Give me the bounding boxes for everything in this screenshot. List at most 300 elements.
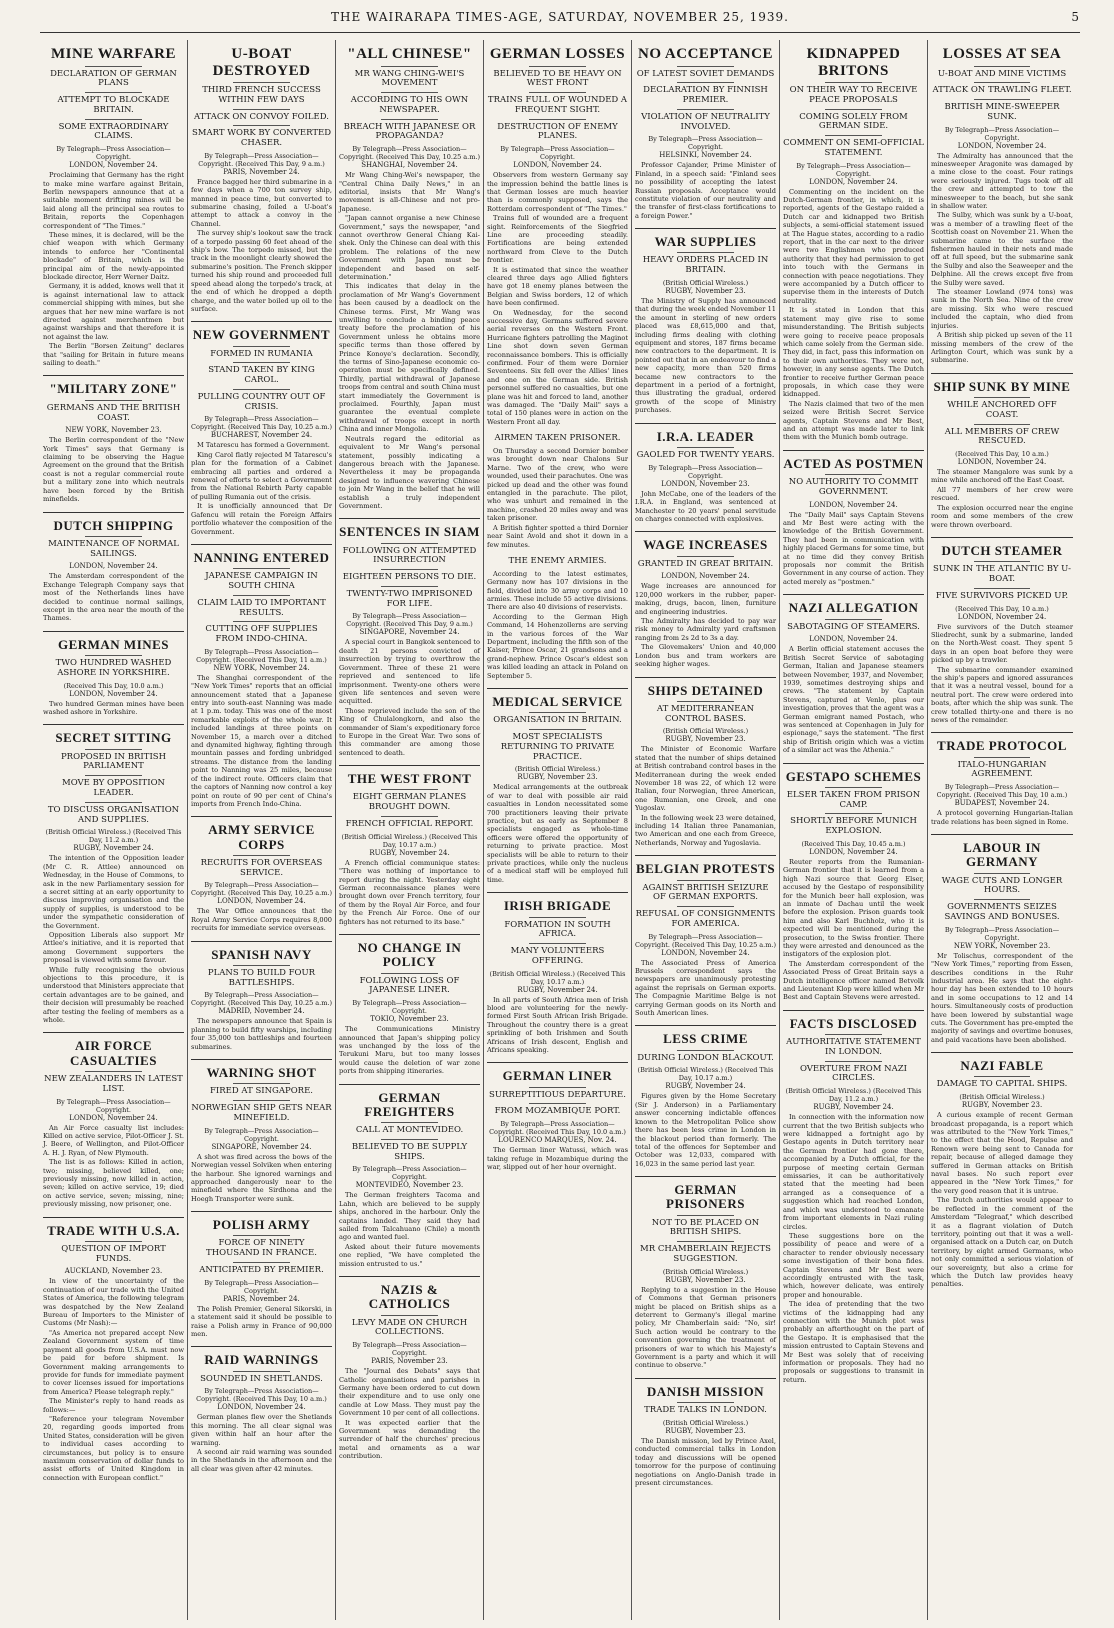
- article: [635, 1176, 776, 1370]
- paragraph: On Wednesday, for the second successive day, Germans suffered severe aerial reverses on the Western Front. Hurricane fighters patrolling the Maginot Line shot down seven German reconnaissance bombers. This is officially confirmed. Four of them were Dornier Seventeens. Six fell over the Allies' lines and one on the German side. British personnel suffered no casualties, but one plane was hit and forced to land, another was damaged. The "Daily Mail" says a total of 150 planes were in action on the Western Front all day.: [487, 308, 628, 426]
- dateline: PARIS, November 24.: [223, 1294, 300, 1303]
- byline: (Received This Day, 10.45 a.m.): [801, 839, 906, 848]
- article: [783, 594, 924, 754]
- dateline: RUGBY, November 23.: [665, 287, 746, 295]
- deck-rule: [677, 447, 733, 448]
- deck-rule: [677, 906, 733, 907]
- subheading: BELIEVED TO BE SUPPLY SHIPS.: [351, 1141, 468, 1162]
- article-body: [339, 859, 480, 926]
- dateline: MONTEVIDEO, November 23.: [355, 1181, 464, 1190]
- article-separator: [635, 1176, 776, 1177]
- paragraph: "Reference your telegram November 20, regarding goods imported from United States, consideration will be given to individual cases according to circumstances, but policy is to ensure maximum conservation of dollar funds to assist efforts of United Kingdom in connection with European conflict.": [43, 1414, 184, 1482]
- subheading: DECLARATION OF GERMAN PLANS: [50, 68, 177, 89]
- article-separator: [191, 941, 332, 942]
- dateline: RUGBY, November 24.: [369, 848, 450, 857]
- paragraph: The "Daily Mail" says Captain Stevens and Mr Best were acting with the knowledge of the British Government. They had been in communication with highly placed Germans for some time, but at no time did they convey British proposals nor commit the British Government in any course of action. They acted merely as "postmen.": [783, 510, 924, 586]
- paragraph: According to the latest estimates, Germany now has 107 divisions in the field, divided into 30 army corps and 10 armies. These include 55 active divisions. There are also 40 divisions of reservists.: [487, 569, 628, 612]
- headline: GESTAPO SCHEMES: [785, 768, 922, 784]
- deck-rule: [85, 66, 141, 67]
- subheading: PROPOSED IN BRITISH PARLIAMENT: [60, 751, 167, 772]
- subheading: THIRD FRENCH SUCCESS WITHIN FEW DAYS: [202, 85, 321, 105]
- dateline: RUGBY, November 23.: [961, 1101, 1043, 1110]
- subheading: AIRMEN TAKEN PRISONER.: [494, 433, 621, 444]
- deck-rule: [974, 561, 1031, 562]
- paragraph: In all parts of South Africa men of Irish blood are volunteering for the newly-formed First South African Irish Brigade. Throughout the country there is a great sprinkling of both Irishmen and South Africans of Irish descent, English and Africans speaking.: [487, 995, 628, 1054]
- article-separator: [339, 1084, 480, 1085]
- deck-rule: [233, 855, 289, 856]
- paragraph: The Amsterdam correspondent of the Associated Press of Great Britain says a Dutch intelligence officer named Betvolk and Lieutenant Klop were killed when Mr Best and Captain Stevens were arrested.: [783, 959, 924, 1002]
- article: [339, 1084, 480, 1269]
- subheading: GAOLED FOR TWENTY YEARS.: [636, 449, 775, 460]
- article: [43, 46, 184, 367]
- headline: RAID WARNINGS: [204, 1352, 319, 1368]
- deck-rule: [233, 1235, 289, 1236]
- deck-rule: [825, 813, 881, 814]
- subheading: OVERTURE FROM NAZI CIRCLES.: [799, 1063, 908, 1084]
- paragraph: In connection with the information now current that the two British subjects who were kidnapped a fortnight ago by Gestapo agents in Dutch territory near the German frontier had gone there, accompanied by a Dutch official, for the purpose of meeting certain German emissaries, it can be authoritatively stated that the meeting had been arranged as a consequence of a suggestion which had reached London, and which was understood to emanate from important elements in Nazi ruling circles.: [783, 1113, 924, 1231]
- byline: (British Official Wireless.): [662, 1267, 749, 1276]
- deck-rule: [381, 66, 437, 67]
- headline: KIDNAPPED BRITONS: [806, 46, 901, 79]
- deck-rule: [677, 556, 733, 557]
- article-body: [635, 582, 776, 668]
- article: [43, 724, 184, 1024]
- article-separator: [931, 537, 1073, 538]
- subheading: ATTACK ON TRAWLING FLEET.: [932, 85, 1072, 96]
- headline: GERMAN LINER: [502, 1068, 613, 1084]
- paragraph: King Carol flatly rejected M Tatarescu's plan for the formation of a Cabinet embracing all parties and ordered a renewal of efforts to select a Government from the National Rebirth Party capable of pulling Rumania out of the crisis.: [191, 450, 332, 501]
- dateline: RUGBY, November 23.: [665, 1275, 746, 1284]
- article: [191, 544, 332, 808]
- article-body: [783, 858, 924, 1002]
- paragraph: It is stated in London that this statement may give rise to some misunderstanding. The British subjects were going to receive peace proposals which came solely from the German side. They did, in fact, pass this information on to their own authorities. They were not, however, in any sense agents. The Dutch frontier to receive further German peace proposals, in which case they were kidnapped.: [783, 306, 924, 399]
- deck-rule: [381, 1139, 437, 1140]
- headline: DUTCH STEAMER: [941, 542, 1063, 558]
- paragraph: A shot was fired across the bows of the Norwegian vessel Solviken when entering the harbour. She ignored warnings and approached dangerously near to the minefield where the Sirdhona and the Hoegh Transporter were sunk.: [191, 1152, 332, 1203]
- article: [43, 512, 184, 623]
- headline: NAZIS & CATHOLICS: [368, 1282, 451, 1312]
- deck-rule: [529, 943, 585, 944]
- article-body: [635, 1092, 776, 1168]
- paragraph: France bagged her third submarine in a few days when a 700 ton survey ship, manned in peace time, but converted to submarine chasing, foiled a U-boat's attempt to attack a convoy in the Channel.: [191, 177, 332, 228]
- byline: (British Official Wireless.): [959, 1093, 1045, 1102]
- subheading: TRADE TALKS IN LONDON.: [644, 1405, 767, 1416]
- article-body: [191, 178, 332, 314]
- article-body: [635, 1286, 776, 1370]
- article-separator: [191, 1059, 332, 1060]
- paragraph: The steamer Mangalore was sunk by a mine while anchored off the East Coast.: [931, 468, 1073, 485]
- article-body: [931, 952, 1073, 1044]
- byline: By Telegraph—Press Association—Copyright.: [944, 925, 1060, 942]
- article: [783, 1010, 924, 1384]
- headline: DUTCH SHIPPING: [53, 517, 174, 533]
- subheading: GRANTED IN GREAT BRITAIN.: [637, 558, 774, 569]
- byline: By Telegraph—Press Association—Copyright. (Received This Day, 10.0 a.m.): [489, 1120, 626, 1137]
- headline: GERMAN PRISONERS: [666, 1182, 745, 1212]
- article-body: [783, 511, 924, 587]
- deck-rule: [381, 119, 437, 120]
- article-separator: [635, 228, 776, 229]
- paragraph: Germany, it is added, knows well that it is against international law to attack commercial shipping with mines, but she argues that her new mine warfare is not directed against merchantmen but against warships and that therefore it is not against the law.: [43, 282, 184, 341]
- deck-rule: [825, 1034, 881, 1035]
- column-3: [336, 40, 484, 1620]
- headline: GERMAN LOSSES: [489, 46, 626, 62]
- article-body: [339, 1367, 480, 1460]
- deck-rule: [381, 1122, 437, 1123]
- article-separator: [931, 1052, 1073, 1053]
- byline: By Telegraph—Press Association—Copyright.: [56, 1097, 171, 1114]
- subheading: SABOTAGING OF STEAMERS.: [787, 621, 920, 632]
- dateline: SINGAPORE, November 24.: [359, 628, 460, 637]
- article-body: [487, 1146, 628, 1171]
- paragraph: On Thursday a second Dornier bomber was brought down near Chalons Sur Marne. Two of the crew, who were wounded, used their parachutes. One was picked up dead and the other was found entangled in the parachute. The pilot, who was unhurt and remained in the machine, crashed 20 miles away and was taken prisoner.: [487, 447, 628, 523]
- deck-rule: [233, 621, 289, 622]
- paragraph: This indicates that delay in the proclamation of Mr Wang's Government has been caused by a deadlock on the Chinese terms. First, Mr Wang was unwilling to conclude a binding peace treaty before the proclamation of his Government unless he obtains more specific terms than those offered by Prince Konoye's declaration. Secondly, the terms of Sino-Japanese economic co-operation must be specifically defined. Thirdly, partial withdrawal of Japanese troops from central and south China must start immediately the Government is proclaimed. Fourthly, Japan must guarantee the eventual complete withdrawal of troops except in north China and inner Mongolia.: [339, 282, 480, 434]
- byline: By Telegraph—Press Association—Copyright. (Received This Day, 10 a.m.): [196, 1387, 327, 1404]
- subheading: TWO HUNDRED WASHED ASHORE IN YORKSHIRE.: [55, 658, 172, 678]
- article: [931, 537, 1073, 724]
- paragraph: A Berlin official statement accuses the British Secret Service of sabotaging German, Italian and Japanese steamers between November, 1937, and November, 1939, sometimes destroying ships and crews. "The statement by Captain Stevens, captured at Venlo, plus our investigation, proves that the agent was a German emigrant named Postach, who was sentenced at Copenhagen in July for espionage," says the statement. "The first ship of British origin which was a victim of a similar act was the Athenia.": [783, 645, 924, 755]
- article: [191, 816, 332, 932]
- headline: NEW GOVERNMENT: [192, 327, 331, 343]
- byline: (British Official Wireless.): [662, 727, 749, 736]
- subheading: PULLING COUNTRY OUT OF CRISIS.: [197, 391, 326, 412]
- deck-rule: [974, 1076, 1031, 1077]
- article-body: [487, 570, 628, 680]
- deck-rule: [381, 586, 437, 587]
- article-body: [783, 188, 924, 442]
- deck-rule: [677, 82, 733, 83]
- article-separator: [487, 688, 628, 689]
- deck-rule: [85, 400, 141, 401]
- byline: (British Official Wireless.): [662, 279, 749, 287]
- paragraph: The submarine commander examined the ship's papers and ignored assurances that it was a neutral vessel, bound for a neutral port. The crew were ordered into boats, after which the ship was sunk. The crew totalled thirty-one and there is no news of the remainder.: [931, 665, 1073, 724]
- article-body: [635, 490, 776, 524]
- deck-rule: [381, 816, 437, 817]
- deck-rule: [974, 397, 1031, 398]
- paragraph: The Danish mission, led by Prince Axel, conducted commercial talks in London today and discussions will be opened tomorrow for the purpose of continuing negotiations on Anglo-Danish trade in present circumstances.: [635, 1436, 776, 1487]
- article-body: [339, 171, 480, 510]
- article-body: [191, 1413, 332, 1473]
- subheading: MOVE BY OPPOSITION LEADER.: [62, 778, 165, 799]
- subheading: TO DISCUSS ORGANISATION AND SUPPLIES.: [47, 804, 180, 825]
- article: [191, 1346, 332, 1473]
- deck-rule: [677, 252, 733, 253]
- headline: LOSSES AT SEA: [942, 46, 1062, 62]
- dateline: LONDON, November 24.: [217, 897, 306, 906]
- byline: (British Official Wireless.) (Received This Day, 10.17 a.m.): [341, 832, 478, 849]
- dateline: LONDON, November 24.: [217, 1403, 306, 1412]
- subheading: SUNK IN THE ATLANTIC BY U-BOAT.: [932, 564, 1072, 584]
- byline: By Telegraph—Press Association—Copyright. (Received This Day, 11 a.m.): [196, 647, 327, 664]
- subheading: GOVERNMENTS SEIZES SAVINGS AND BONUSES.: [944, 902, 1060, 922]
- paragraph: Trains full of wounded are a frequent sight. Reinforcements of the Siegfried Line are proceeding steadily. Fortifications are being extended northward from Cleve to the Dutch frontier.: [487, 214, 628, 265]
- byline: By Telegraph—Press Association—Copyright.: [352, 1165, 467, 1182]
- article-body: [635, 959, 776, 1018]
- deck-rule: [677, 701, 733, 702]
- subheading: JAPANESE CAMPAIGN IN SOUTH CHINA: [205, 571, 318, 591]
- byline: By Telegraph—Press Association—Copyright.: [204, 1126, 319, 1143]
- article-separator: [635, 677, 776, 678]
- article-separator: [783, 594, 924, 595]
- byline: By Telegraph—Press Association—Copyright.: [56, 145, 171, 162]
- article: [783, 46, 924, 442]
- paragraph: Wage increases are announced for 120,000 workers in the rubber, paper-making, drugs, bacon, linen, furniture and engineering industries.: [635, 582, 776, 616]
- paragraph: Reuter reports from the Rumanian-German frontier that it is learned from a high Nazi source that Georg Elser, accused by the Gestapo of responsibility for the Munich beer hall explosion, was an inmate of Dachau until the week before the explosion. Prison guards took him and also Karl Buchholz, who it is expected will be mentioned during the prosecution, to the Swiss frontier. There they were arrested and denounced as the instigators of the explosion plot.: [783, 857, 924, 959]
- article: [191, 321, 332, 536]
- deck-rule: [529, 119, 585, 120]
- deck-rule: [677, 880, 733, 881]
- article-body: [931, 623, 1073, 725]
- deck-rule: [974, 66, 1031, 67]
- subheading: ALL MEMBERS OF CREW RESCUED.: [944, 426, 1060, 447]
- dateline: NEW YORK, November 23.: [65, 426, 162, 435]
- paragraph: German planes flew over the Shetlands this morning. The all clear signal was given within half an hour after the warning.: [191, 1413, 332, 1447]
- deck-rule: [233, 109, 289, 110]
- article: [635, 228, 776, 415]
- deck-rule: [233, 1100, 289, 1101]
- article: [931, 1052, 1073, 1289]
- article: [487, 688, 628, 884]
- byline: (British Official Wireless.): [514, 765, 601, 774]
- deck-rule: [974, 757, 1031, 758]
- headline: THE WEST FRONT: [347, 771, 472, 787]
- article-separator: [487, 1062, 628, 1063]
- column-2: [188, 40, 336, 1620]
- paragraph: The "Journal des Debats" says that Catholic organisations and parishes in Germany have been ordered to cut down their expenditure and to use only one candle at Low Mass. They must pay the Government 10 per cent of all collections.: [339, 1367, 480, 1418]
- article-separator: [635, 855, 776, 856]
- article-body: [487, 171, 628, 426]
- subheading: NEW ZEALANDERS IN LATEST LIST.: [44, 1074, 183, 1094]
- paragraph: The Admiralty has decided to pay war risk money to Admiralty yard craftsmen ranging from 2s 2d to 3s a day.: [635, 617, 776, 642]
- article-separator: [635, 1025, 776, 1026]
- deck-rule: [85, 802, 141, 803]
- paragraph: M Tatarescu has formed a Government.: [197, 441, 330, 450]
- subheading: SHORTLY BEFORE MUNICH EXPLOSION.: [790, 816, 917, 837]
- deck-rule: [381, 789, 437, 790]
- dateline: RUGBY, November 24.: [73, 844, 154, 853]
- deck-rule: [233, 1371, 289, 1372]
- paragraph: A curious example of recent German broadcast propaganda, is a report which was attributed to the "New York Times," to the effect that the Hood, Repulse and Renown were being sent to Canada for repair, because of alleged damage they suffered in German attacks on British naval bases. No such report ever appeared in the "New York Times," for the very good reason that it is untrue.: [931, 1111, 1073, 1195]
- paragraph: Mr Wang Ching-Wei's newspaper, the "Central China Daily News," in an editorial, insists that Mr Wang's movement is all-Chinese and not pro-Japanese.: [339, 171, 480, 213]
- article-body: [191, 674, 332, 809]
- column-5: [632, 40, 780, 1620]
- dateline: AUCKLAND, November 23.: [64, 1267, 163, 1276]
- subheading: ANTICIPATED BY PREMIER.: [199, 1264, 324, 1275]
- deck-rule: [233, 346, 289, 347]
- article: [339, 46, 480, 510]
- paragraph: "As America not prepared accept New Zealand Government system of time payment all goods from U.S.A. must now be paid for before shipment. Is Government making arrangements to provide for funds for immediate payment to cover licenses issued for importations from America? Please telegraph reply.": [43, 1328, 184, 1396]
- headline: "ALL CHINESE": [347, 46, 472, 62]
- paragraph: Those reprieved include the son of the King of Chulalongkorn, and also the commander of Siam's expeditionary force to Europe in the Great War. Two sons of this commander are among those sentenced to death.: [339, 706, 480, 757]
- dateline: RUGBY, November 23.: [665, 735, 746, 744]
- deck-rule: [825, 109, 881, 110]
- article-separator: [931, 834, 1073, 835]
- subheading: COMING SOLELY FROM GERMAN SIDE.: [799, 111, 908, 132]
- article-separator: [487, 892, 628, 893]
- paragraph: The newspapers announce that Spain is planning to build fifty warships, including four 35,000 ton battleships and fourteen submarines.: [191, 1017, 332, 1051]
- subheading: MR CHAMBERLAIN REJECTS SUGGESTION.: [640, 1244, 771, 1265]
- deck-rule: [85, 749, 141, 750]
- dateline: SINGAPORE, November 24.: [211, 1142, 312, 1151]
- paragraph: Commenting on the incident on the Dutch-German frontier, in which, it is reported, agents of the Gestapo raided a Dutch car and kidnapped two British subjects, a semi-official statement issued at The Hague states, according to a radio report, that in the car next to the driver were two Englishmen who produced authority that they had permission to get into touch with the Germans in connection with peace negotiations. They were accompanied by a Dutch officer to supervise them in the interests of Dutch neutrality.: [783, 187, 924, 305]
- subheading: EIGHTEEN PERSONS TO DIE.: [342, 572, 477, 583]
- deck-rule: [233, 965, 289, 966]
- paragraph: The Dutch authorities would appear to be reflected in the comment of the Amsterdam "Telegraaf," which described it as a flagrant violation of Dutch territory, pointing out that it was a well-organised attack on a Dutch car, on Dutch territory, by eight armed Germans, who not only committed a serious violation of our sovereignty, but also a crime for which the Dutch law provides heavy penalties.: [931, 1196, 1073, 1289]
- article-separator: [191, 1211, 332, 1212]
- headline: FACTS DISCLOSED: [789, 1015, 918, 1031]
- article: [783, 450, 924, 586]
- paragraph: A British fighter spotted a third Dornier near Saint Avold and shot it down in a few minutes.: [487, 523, 628, 549]
- subheading: MANY VOLUNTEERS OFFERING.: [510, 946, 605, 966]
- deck-rule: [825, 474, 881, 475]
- paragraph: The Ministry of Supply has announced that during the week ended November 11 the amount in sterling of new orders placed was £8,615,000 and that, including firms dealing with clothing equipment and stores, 187 firms became new contractors to the department. It is pointed out that in an endeavour to find a new capacity, more than 520 firms became new contractors to the department in a period of a fortnight, thus illustrating the gradual, ordered growth of the scope of Ministry purchases.: [635, 297, 776, 415]
- article: [339, 934, 480, 1076]
- deck-rule: [529, 729, 585, 730]
- article: [635, 677, 776, 848]
- subheading: FORCE OF NINETY THOUSAND IN FRANCE.: [206, 1238, 317, 1259]
- dateline: LONDON, November 24.: [69, 1113, 158, 1122]
- subheading: THE ENEMY ARMIES.: [508, 555, 607, 566]
- article-body: [43, 854, 184, 1024]
- paragraph: The Berlin correspondent of the "New York Times" says that Germany is claiming to be observing the Hague Agreement on the ground that the British coast is not a regular commercial route but a military zone into which neutrals have been forced by the British minefields.: [43, 436, 184, 504]
- article-separator: [191, 544, 332, 545]
- headline: NAZI ALLEGATION: [788, 600, 919, 616]
- subheading: ATTEMPT TO BLOCKADE BRITAIN.: [57, 95, 170, 115]
- paragraph: The German freighters Tacoma and Lahn, which are believed to be supply ships, anchored in the harbour. Only the captains landed. They said they had sailed from Talcahuano (Chile) a month ago and wanted fuel.: [339, 1191, 480, 1242]
- article-separator: [635, 1378, 776, 1379]
- dateline: NEW YORK, November 23.: [953, 941, 1051, 950]
- deck-rule: [825, 1061, 881, 1062]
- deck-rule: [529, 66, 585, 67]
- article-separator: [191, 816, 332, 817]
- headline: GERMAN MINES: [57, 636, 170, 652]
- headline: WAGE INCREASES: [643, 537, 768, 553]
- subheading: WAGE CUTS AND LONGER HOURS.: [941, 875, 1063, 896]
- subheading: GERMANS AND THE BRITISH COAST.: [46, 402, 181, 423]
- article-separator: [783, 1010, 924, 1011]
- headline: DANISH MISSION: [646, 1383, 765, 1399]
- subheading: CUTTING OFF SUPPLIES FROM INDO-CHINA.: [205, 624, 318, 645]
- subheading: HEAVY ORDERS PLACED IN BRITAIN.: [642, 255, 769, 276]
- subheading: FOLLOWING LOSS OF JAPANESE LINER.: [359, 975, 460, 996]
- article: [635, 423, 776, 524]
- paragraph: It was expected earlier that the Government was demanding the surrender of half the churches' precious metal and ornaments as a war contribution.: [339, 1418, 480, 1461]
- article-separator: [635, 423, 776, 424]
- subheading: OF LATEST SOVIET DEMANDS: [636, 68, 775, 79]
- article-body: [635, 161, 776, 220]
- article-body: [339, 638, 480, 757]
- column-6: [780, 40, 928, 1620]
- dateline: LONDON, November 23.: [661, 479, 750, 488]
- subheading: NOT TO BE PLACED ON BRITISH SHIPS.: [651, 1217, 760, 1238]
- headline: NAZI FABLE: [960, 1058, 1044, 1074]
- article-body: [635, 1437, 776, 1487]
- paragraph: These suggestions bore on the possibility of peace and were of a character to render obviously necessary some investigation of their bona fides. Captain Stevens and Mr Best were accordingly entrusted with the task, which, however delicate, was entirely proper and honourable.: [783, 1231, 924, 1299]
- article: [635, 855, 776, 1017]
- article: [487, 1062, 628, 1171]
- paragraph: The list is as follows: Killed in action, two; missing, believed killed, one; previously missing, now killed in action, seven; killed on active service, 19; died on active service, seven; missing, nine; previously missing, now prisoner, one.: [43, 1158, 184, 1209]
- deck-rule: [85, 536, 141, 537]
- article-body: [43, 1277, 184, 1482]
- paragraph: A special court in Bangkok sentenced to death 21 persons convicted of insurrection by trying to overthrow the Government. Three of these 21 were reprieved and sentenced to life imprisonment. Twenty-one others were given life sentences and seven were acquitted.: [339, 638, 480, 706]
- deck-rule: [233, 595, 289, 596]
- paragraph: A British ship picked up seven of the 11 missing members of the crew of the Arlington Court, which was sunk by a submarine.: [931, 331, 1073, 365]
- paragraph: Medical arrangements at the outbreak of war to deal with possible air raid casualties in London necessitated some 700 practitioners leaving their private practice, but as early as September 8 specialists engaged as whole-time officers were offered the opportunity of returning to private practice. Most specialists will be able to return to their private practices, while only the nucleus of a medical staff will be employed full time.: [487, 783, 628, 884]
- article-body: [635, 745, 776, 847]
- subheading: SOME EXTRAORDINARY CLAIMS.: [58, 121, 169, 142]
- subheading: FROM MOZAMBIQUE PORT.: [494, 1106, 621, 1117]
- byline: By Telegraph—Press Association—Copyright.: [204, 1278, 319, 1295]
- deck-rule: [825, 787, 881, 788]
- dateline: LONDON, November 24.: [957, 612, 1047, 621]
- paragraph: Proclaiming that Germany has the right to make mine warfare against Britain, Berlin newspapers announce that at a suitable moment drifting mines will be laid along all the principal sea routes to Britain, reports the Copenhagen correspondent of "The Times.": [43, 171, 184, 230]
- paragraph: Opposition Liberals also support Mr Attlee's initiative, and it is reported that among Government supporters the proposal is viewed with some favour.: [43, 930, 184, 965]
- article: [487, 892, 628, 1054]
- deck-rule: [825, 82, 881, 83]
- subheading: COMMENT ON SEMI-OFFICIAL STATEMENT.: [783, 138, 924, 158]
- article: [783, 763, 924, 1002]
- article-body: [931, 809, 1073, 826]
- paragraph: John McCabe, one of the leaders of the I.R.A. in England, was sentenced at Manchester to 20 years' penal servitude on charges connected with explosives.: [635, 489, 776, 523]
- article-separator: [191, 321, 332, 322]
- paragraph: The Minister of Economic Warfare stated that the number of ships detained at British contraband control bases in the Mediterranean during the week ended November 18 was 22, of which 12 were Italian, four Norwegian, three American, one Rumanian, one Greek, and one Yugoslav.: [635, 745, 776, 813]
- subheading: ACCORDING TO HIS OWN NEWSPAPER.: [350, 95, 469, 115]
- paragraph: According to the German High Command, 14 Hohenzollerns are serving in the various forces of the War Department, including the fifth son of the Kaiser, Prince Oscar, 21 grandsons and a grand-nephew. Prince Oscar's eldest son was killed leading an attack in Poland on September 5.: [487, 612, 628, 680]
- dateline: LONDON, November 24.: [957, 141, 1047, 150]
- article-body: [635, 297, 776, 415]
- column-7: [928, 40, 1076, 1620]
- article: [339, 765, 480, 926]
- byline: (Received This Day, 10.0 a.m.): [63, 681, 164, 690]
- article: [931, 834, 1073, 1044]
- dateline: LONDON, November 24.: [809, 500, 898, 509]
- article-separator: [339, 934, 480, 935]
- article-body: [783, 1113, 924, 1384]
- subheading: MAINTENANCE OF NORMAL SAILINGS.: [48, 538, 179, 559]
- subheading: DAMAGE TO CAPITAL SHIPS.: [936, 1079, 1068, 1090]
- article: [191, 941, 332, 1051]
- article: [931, 46, 1073, 365]
- paragraph: It is unofficially announced that Dr Gafencu will retain the Foreign Affairs portfolio whatever the composition of the Government.: [191, 502, 332, 536]
- subheading: FIVE SURVIVORS PICKED UP.: [935, 590, 1069, 601]
- byline: By Telegraph—Press Association—Copyright. (Received This Day, 10.25 a.m.): [191, 991, 332, 1008]
- article-body: [783, 645, 924, 754]
- masthead: [40, 10, 1080, 32]
- article: [339, 518, 480, 757]
- subheading: ON THEIR WAY TO RECEIVE PEACE PROPOSALS: [789, 85, 918, 105]
- dateline: NEW YORK, November 24.: [213, 663, 310, 672]
- subheading: SURREPTITIOUS DEPARTURE.: [489, 1089, 626, 1100]
- article-separator: [931, 373, 1073, 374]
- deck-rule: [381, 543, 437, 544]
- deck-rule: [974, 588, 1031, 589]
- byline: (British Official Wireless.): [662, 1418, 749, 1427]
- headline: NO CHANGE IN POLICY: [357, 940, 462, 970]
- dateline: SHANGHAI, November 24.: [361, 161, 458, 170]
- dateline: LOURENCO MARQUES, Nov. 24.: [498, 1136, 617, 1145]
- dateline: BUCHAREST, November 24.: [210, 431, 313, 440]
- byline: (Received This Day, 10 a.m.): [955, 604, 1049, 613]
- byline: By Telegraph—Press Association—Copyright.: [648, 463, 763, 480]
- paragraph: A second air raid warning was sounded in the Shetlands in the afternoon and the all clear was given after 42 minutes.: [191, 1448, 332, 1473]
- byline: By Telegraph—Press Association—Copyright.: [352, 999, 467, 1016]
- article-body: [931, 1111, 1073, 1289]
- subheading: AT MEDITERRANEAN CONTROL BASES.: [656, 703, 755, 724]
- subheading: STAND TAKEN BY KING CAROL.: [208, 365, 315, 386]
- deck-rule: [233, 568, 289, 569]
- article: [931, 732, 1073, 826]
